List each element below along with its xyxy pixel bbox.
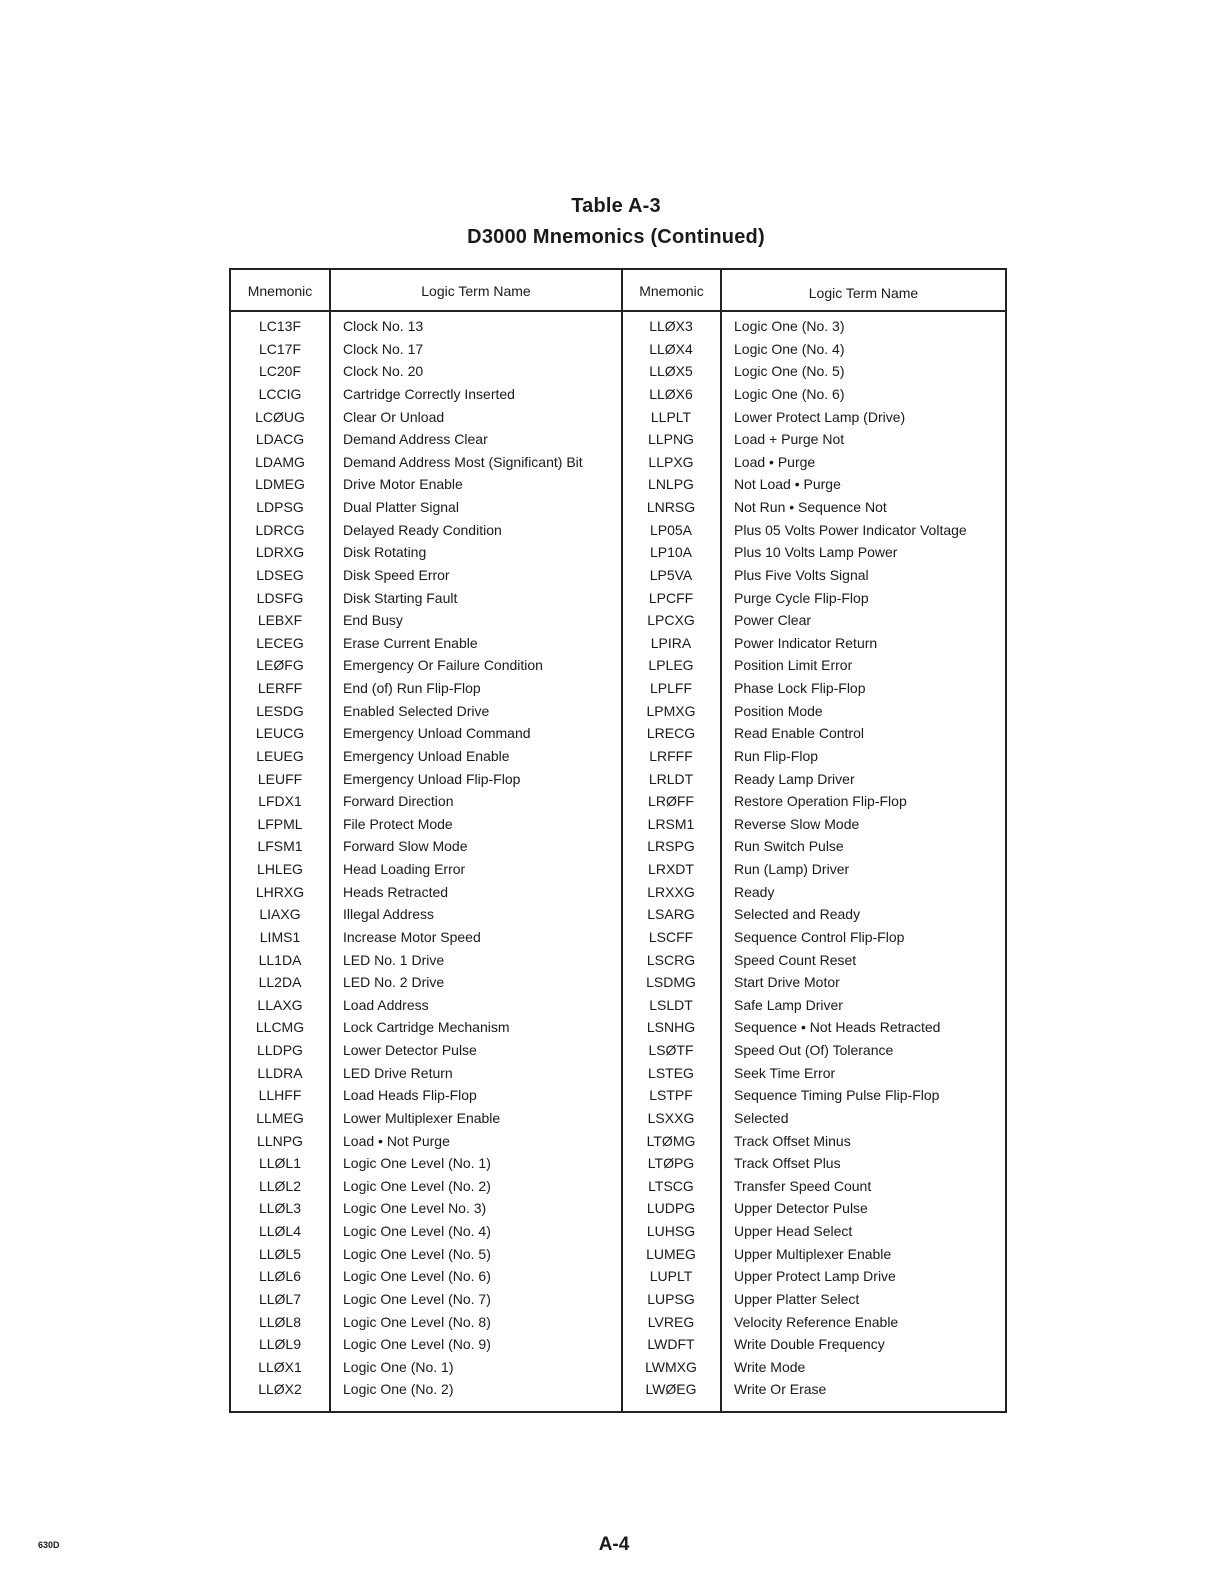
mnemonic-right-cell: LUMEG: [646, 1245, 696, 1262]
term-right-cell: Sequence Timing Pulse Flip-Flop: [734, 1087, 940, 1104]
table-row: [231, 1359, 1005, 1382]
table-row: [231, 884, 1005, 907]
term-right-cell: Run Switch Pulse: [734, 838, 844, 855]
mnemonic-left-cell: LFDX1: [258, 793, 302, 810]
mnemonic-left-cell: LDAMG: [255, 453, 305, 470]
term-left-cell: Clock No. 13: [343, 318, 424, 334]
mnemonic-right-cell: LWMXG: [645, 1358, 697, 1375]
term-left-cell: Disk Rotating: [343, 544, 427, 561]
term-right-cell: Purge Cycle Flip-Flop: [734, 589, 869, 606]
mnemonic-right-cell: LSCRG: [646, 951, 696, 968]
mnemonic-right-cell: LLPLT: [650, 408, 692, 425]
table-row: [231, 680, 1005, 703]
header-term-right: Logic Term Name: [808, 285, 919, 301]
table-row: [231, 793, 1005, 816]
table-row: [231, 657, 1005, 680]
table-row: [231, 748, 1005, 771]
term-right-cell: Load + Purge Not: [734, 431, 845, 448]
term-left-cell: Enabled Selected Drive: [343, 702, 490, 719]
term-left-cell: Lower Multiplexer Enable: [343, 1109, 501, 1126]
mnemonic-right-cell: LRLDT: [648, 770, 694, 787]
term-right-cell: Logic One (No. 4): [734, 340, 845, 357]
term-right-cell: Not Run • Sequence Not: [734, 499, 887, 515]
table-row: [231, 1336, 1005, 1359]
term-right-cell: Speed Out (Of) Tolerance: [734, 1042, 894, 1058]
mnemonic-left-cell: LLCMG: [255, 1019, 305, 1036]
table-row: [231, 1042, 1005, 1065]
table-row: [231, 318, 1005, 341]
term-right-cell: Upper Head Select: [734, 1223, 853, 1239]
mnemonic-left-cell: LLØL6: [258, 1268, 302, 1285]
term-left-cell: Clear Or Unload: [343, 408, 445, 425]
mnemonic-left-cell: LDRXG: [255, 544, 305, 561]
table-row: [231, 544, 1005, 567]
mnemonic-left-cell: LFPML: [257, 815, 303, 832]
mnemonic-left-cell: LEØFG: [256, 657, 304, 674]
table-row: [231, 476, 1005, 499]
mnemonic-right-cell: LRXDT: [648, 861, 694, 877]
mnemonic-right-cell: LSCFF: [648, 928, 694, 945]
mnemonic-left-cell: LLØX2: [258, 1381, 302, 1398]
term-left-cell: Drive Motor Enable: [343, 476, 463, 493]
mnemonic-right-cell: LUDPG: [646, 1200, 696, 1217]
mnemonic-left-cell: LL2DA: [258, 974, 302, 991]
mnemonic-right-cell: LPCXG: [647, 612, 695, 629]
mnemonic-left-cell: LLØX1: [258, 1358, 302, 1375]
mnemonic-right-cell: LVREG: [647, 1313, 695, 1330]
term-right-cell: Start Drive Motor: [734, 974, 840, 991]
mnemonic-left-cell: LC20F: [258, 363, 302, 380]
term-right-cell: Upper Platter Select: [734, 1290, 860, 1307]
table-row: [231, 1314, 1005, 1337]
mnemonic-left-cell: LLØL2: [258, 1177, 302, 1194]
table-body: [231, 318, 1005, 1404]
table-row: [231, 499, 1005, 522]
term-right-cell: Plus Five Volts Signal: [734, 566, 869, 583]
mnemonic-left-cell: LDACG: [255, 431, 305, 448]
term-right-cell: Write Double Frequency: [734, 1336, 885, 1353]
term-left-cell: Logic One Level (No. 1): [343, 1155, 491, 1172]
term-right-cell: Power Clear: [734, 612, 812, 629]
mnemonic-left-cell: LLØL4: [258, 1223, 302, 1239]
mnemonic-right-cell: LRØFF: [648, 793, 694, 810]
mnemonic-right-cell: LPLEG: [648, 657, 694, 674]
mnemonic-right-cell: LSARG: [647, 906, 695, 923]
term-left-cell: Demand Address Most (Significant) Bit: [343, 453, 583, 470]
term-left-cell: Forward Direction: [343, 793, 454, 810]
term-right-cell: Safe Lamp Driver: [734, 996, 843, 1013]
table-row: [231, 431, 1005, 454]
header-mnemonic-right: Mnemonic: [639, 283, 704, 299]
term-left-cell: Logic One (No. 2): [343, 1381, 454, 1398]
term-left-cell: Increase Motor Speed: [343, 928, 481, 945]
mnemonic-right-cell: LNRSG: [646, 499, 696, 515]
mnemonic-right-cell: LSLDT: [649, 996, 693, 1013]
table-row: [231, 861, 1005, 884]
table-row: [231, 1178, 1005, 1201]
term-right-cell: Sequence • Not Heads Retracted: [734, 1019, 941, 1036]
term-left-cell: Lower Detector Pulse: [343, 1042, 477, 1058]
term-left-cell: Emergency Or Failure Condition: [343, 657, 543, 674]
table-row: [231, 386, 1005, 409]
term-right-cell: Transfer Speed Count: [734, 1177, 872, 1194]
mnemonic-left-cell: LLØL7: [258, 1290, 302, 1307]
mnemonic-right-cell: LUPLT: [649, 1268, 693, 1285]
mnemonic-right-cell: LP10A: [649, 544, 693, 561]
term-right-cell: Track Offset Minus: [734, 1132, 851, 1149]
mnemonic-left-cell: LDPSG: [256, 499, 304, 515]
table-row: [231, 454, 1005, 477]
term-left-cell: Logic One Level (No. 9): [343, 1336, 491, 1353]
mnemonic-left-cell: LC17F: [258, 340, 302, 357]
term-right-cell: Logic One (No. 6): [734, 385, 845, 402]
mnemonic-left-cell: LEUEG: [256, 747, 304, 764]
mnemonic-right-cell: LPIRA: [650, 634, 692, 651]
term-right-cell: Read Enable Control: [734, 725, 864, 742]
table-row: [231, 1268, 1005, 1291]
term-right-cell: Selected: [734, 1109, 789, 1126]
mnemonic-left-cell: LLØL5: [258, 1245, 302, 1262]
mnemonic-right-cell: LSØTF: [648, 1042, 694, 1058]
mnemonic-left-cell: LLØL9: [258, 1336, 302, 1353]
term-right-cell: Ready Lamp Driver: [734, 770, 855, 787]
term-right-cell: Run (Lamp) Driver: [734, 861, 850, 877]
mnemonics-table: [229, 268, 1007, 1413]
term-left-cell: Disk Speed Error: [343, 566, 450, 583]
mnemonic-left-cell: LEUFF: [257, 770, 303, 787]
mnemonic-left-cell: LERFF: [257, 680, 303, 696]
header-mnemonic-left: Mnemonic: [247, 283, 313, 299]
mnemonic-right-cell: LNLPG: [648, 476, 694, 493]
table-row: [231, 1065, 1005, 1088]
term-left-cell: Erase Current Enable: [343, 634, 478, 651]
term-left-cell: Logic One Level (No. 8): [343, 1313, 491, 1330]
term-right-cell: Logic One (No. 5): [734, 363, 845, 380]
mnemonic-left-cell: LLNPG: [257, 1132, 303, 1149]
mnemonic-right-cell: LUHSG: [646, 1223, 696, 1239]
term-left-cell: Logic One Level (No. 2): [343, 1177, 491, 1194]
term-right-cell: Upper Detector Pulse: [734, 1200, 868, 1217]
term-right-cell: Upper Multiplexer Enable: [734, 1245, 892, 1262]
table-subtitle: D3000 Mnemonics (Continued): [467, 226, 765, 248]
table-row: [231, 952, 1005, 975]
term-right-cell: Seek Time Error: [734, 1064, 836, 1081]
mnemonic-left-cell: LDSEG: [256, 566, 304, 583]
header-term-left: Logic Term Name: [421, 283, 531, 299]
term-left-cell: Logic One (No. 1): [343, 1358, 454, 1375]
term-right-cell: Phase Lock Flip-Flop: [734, 680, 866, 696]
mnemonic-left-cell: LIMS1: [259, 928, 301, 945]
term-right-cell: Write Or Erase: [734, 1381, 827, 1398]
term-left-cell: Forward Slow Mode: [343, 838, 468, 855]
mnemonic-right-cell: LRXXG: [647, 883, 695, 900]
mnemonic-right-cell: LLØX6: [649, 385, 693, 402]
table-row: [231, 929, 1005, 952]
mnemonic-left-cell: LLØL8: [258, 1313, 302, 1330]
mnemonic-left-cell: LEUCG: [255, 725, 305, 742]
mnemonic-right-cell: LTSCG: [648, 1177, 694, 1194]
term-right-cell: Plus 05 Volts Power Indicator Voltage: [734, 521, 967, 538]
mnemonic-left-cell: LL1DA: [258, 951, 302, 968]
mnemonic-right-cell: LP5VA: [649, 566, 693, 583]
term-right-cell: Ready: [734, 883, 775, 900]
term-right-cell: Selected and Ready: [734, 906, 861, 923]
term-left-cell: Emergency Unload Flip-Flop: [343, 770, 521, 787]
term-left-cell: Logic One Level (No. 5): [343, 1245, 491, 1262]
mnemonic-right-cell: LPLFF: [649, 680, 692, 696]
mnemonic-left-cell: LDSFG: [256, 589, 304, 606]
mnemonic-right-cell: LPCFF: [648, 589, 694, 606]
mnemonic-right-cell: LUPSG: [647, 1290, 695, 1307]
term-right-cell: Upper Protect Lamp Drive: [734, 1268, 896, 1285]
mnemonic-right-cell: LWDFT: [647, 1336, 695, 1353]
term-left-cell: Emergency Unload Enable: [343, 747, 510, 764]
table-row: [231, 1291, 1005, 1314]
table-row: [231, 1381, 1005, 1404]
mnemonic-left-cell: LLHFF: [258, 1087, 302, 1104]
mnemonic-right-cell: LP05A: [649, 521, 693, 538]
term-right-cell: Run Flip-Flop: [734, 747, 819, 764]
mnemonic-left-cell: LESDG: [256, 702, 304, 719]
term-right-cell: Plus 10 Volts Lamp Power: [734, 544, 898, 561]
term-left-cell: Logic One Level (No. 6): [343, 1268, 491, 1285]
term-left-cell: Lock Cartridge Mechanism: [343, 1019, 510, 1036]
mnemonic-right-cell: LPMXG: [646, 702, 696, 719]
mnemonic-left-cell: LCCIG: [258, 385, 302, 402]
term-left-cell: Delayed Ready Condition: [343, 521, 502, 538]
term-left-cell: Illegal Address: [343, 906, 435, 923]
term-left-cell: Head Loading Error: [343, 861, 466, 877]
mnemonic-right-cell: LTØPG: [647, 1155, 695, 1172]
term-left-cell: Load Address: [343, 996, 429, 1013]
term-left-cell: Logic One Level (No. 4): [343, 1223, 491, 1239]
term-right-cell: Logic One (No. 3): [734, 318, 845, 334]
mnemonic-left-cell: LIAXG: [259, 906, 301, 923]
term-right-cell: Not Load • Purge: [734, 476, 841, 493]
table-row: [231, 838, 1005, 861]
term-left-cell: Cartridge Correctly Inserted: [343, 385, 515, 402]
table-row: [231, 1019, 1005, 1042]
term-right-cell: Write Mode: [734, 1358, 806, 1375]
table-row: [231, 567, 1005, 590]
table-row: [231, 590, 1005, 613]
mnemonic-left-cell: LLDPG: [257, 1042, 303, 1058]
mnemonic-right-cell: LLØX5: [649, 363, 693, 380]
mnemonic-right-cell: LRSM1: [647, 815, 695, 832]
mnemonic-right-cell: LRECG: [646, 725, 696, 742]
table-row: [231, 1246, 1005, 1269]
term-left-cell: End (of) Run Flip-Flop: [343, 680, 481, 696]
mnemonic-left-cell: LC13F: [258, 318, 302, 334]
mnemonic-left-cell: LLMEG: [256, 1109, 304, 1126]
mnemonic-right-cell: LLØX4: [649, 340, 693, 357]
term-left-cell: Load Heads Flip-Flop: [343, 1087, 477, 1104]
table-row: [231, 703, 1005, 726]
term-left-cell: LED No. 1 Drive: [343, 951, 445, 968]
term-left-cell: Emergency Unload Command: [343, 725, 531, 742]
table-row: [231, 1133, 1005, 1156]
table-row: [231, 725, 1005, 748]
mnemonic-right-cell: LTØMG: [646, 1132, 696, 1149]
table-row: [231, 363, 1005, 386]
mnemonic-right-cell: LWØEG: [645, 1381, 697, 1398]
mnemonic-right-cell: LSXXG: [647, 1109, 695, 1126]
term-right-cell: Velocity Reference Enable: [734, 1313, 899, 1330]
table-row: [231, 1110, 1005, 1133]
mnemonic-left-cell: LEBXF: [257, 612, 303, 629]
mnemonic-right-cell: LRSPG: [647, 838, 695, 855]
mnemonic-left-cell: LLDRA: [257, 1064, 303, 1081]
mnemonic-left-cell: LHRXG: [255, 883, 305, 900]
mnemonic-right-cell: LSNHG: [646, 1019, 696, 1036]
header-divider: [231, 310, 1005, 312]
term-left-cell: Dual Platter Signal: [343, 499, 459, 515]
mnemonic-right-cell: LSTPF: [649, 1087, 693, 1104]
term-left-cell: Clock No. 20: [343, 363, 424, 380]
mnemonic-right-cell: LSTEG: [648, 1064, 694, 1081]
mnemonic-right-cell: LSDMG: [646, 974, 696, 991]
term-left-cell: Load • Not Purge: [343, 1132, 450, 1149]
table-row: [231, 409, 1005, 432]
term-left-cell: Demand Address Clear: [343, 431, 488, 448]
mnemonic-left-cell: LDMEG: [255, 476, 305, 493]
term-right-cell: Load • Purge: [734, 453, 816, 470]
mnemonic-left-cell: LCØUG: [255, 408, 305, 425]
table-row: [231, 974, 1005, 997]
mnemonic-left-cell: LLAXG: [257, 996, 303, 1013]
table-row: [231, 771, 1005, 794]
term-right-cell: Lower Protect Lamp (Drive): [734, 408, 906, 425]
term-right-cell: Position Limit Error: [734, 657, 853, 674]
term-left-cell: Disk Starting Fault: [343, 589, 458, 606]
table-row: [231, 1223, 1005, 1246]
page-number: A-4: [598, 1534, 630, 1555]
term-left-cell: LED Drive Return: [343, 1064, 453, 1081]
mnemonic-right-cell: LLØX3: [649, 318, 693, 334]
mnemonic-left-cell: LDRCG: [255, 521, 305, 538]
table-row: [231, 1155, 1005, 1178]
term-right-cell: Sequence Control Flip-Flop: [734, 928, 905, 945]
term-right-cell: Power Indicator Return: [734, 634, 878, 651]
term-left-cell: End Busy: [343, 612, 403, 629]
term-left-cell: LED No. 2 Drive: [343, 974, 445, 991]
mnemonic-left-cell: LECEG: [256, 634, 304, 651]
table-row: [231, 997, 1005, 1020]
term-right-cell: Track Offset Plus: [734, 1155, 841, 1172]
table-row: [231, 1200, 1005, 1223]
table-title: Table A-3: [571, 195, 661, 217]
term-right-cell: Reverse Slow Mode: [734, 815, 860, 832]
term-left-cell: Heads Retracted: [343, 883, 449, 900]
term-left-cell: Clock No. 17: [343, 340, 424, 357]
table-row: [231, 612, 1005, 635]
mnemonic-left-cell: LFSM1: [257, 838, 303, 855]
term-left-cell: Logic One Level No. 3): [343, 1200, 487, 1217]
term-left-cell: File Protect Mode: [343, 815, 453, 832]
table-row: [231, 906, 1005, 929]
mnemonic-left-cell: LLØL1: [258, 1155, 302, 1172]
mnemonic-right-cell: LLPXG: [648, 453, 694, 470]
table-row: [231, 1087, 1005, 1110]
table-row: [231, 635, 1005, 658]
table-row: [231, 522, 1005, 545]
term-right-cell: Restore Operation Flip-Flop: [734, 793, 907, 810]
term-right-cell: Speed Count Reset: [734, 951, 857, 968]
table-row: [231, 341, 1005, 364]
mnemonic-right-cell: LLPNG: [648, 431, 694, 448]
document-code: 630D: [38, 1540, 60, 1550]
mnemonic-right-cell: LRFFF: [649, 747, 693, 764]
mnemonic-left-cell: LHLEG: [257, 861, 303, 877]
mnemonic-left-cell: LLØL3: [258, 1200, 302, 1217]
table-row: [231, 816, 1005, 839]
term-right-cell: Position Mode: [734, 702, 823, 719]
term-left-cell: Logic One Level (No. 7): [343, 1290, 491, 1307]
